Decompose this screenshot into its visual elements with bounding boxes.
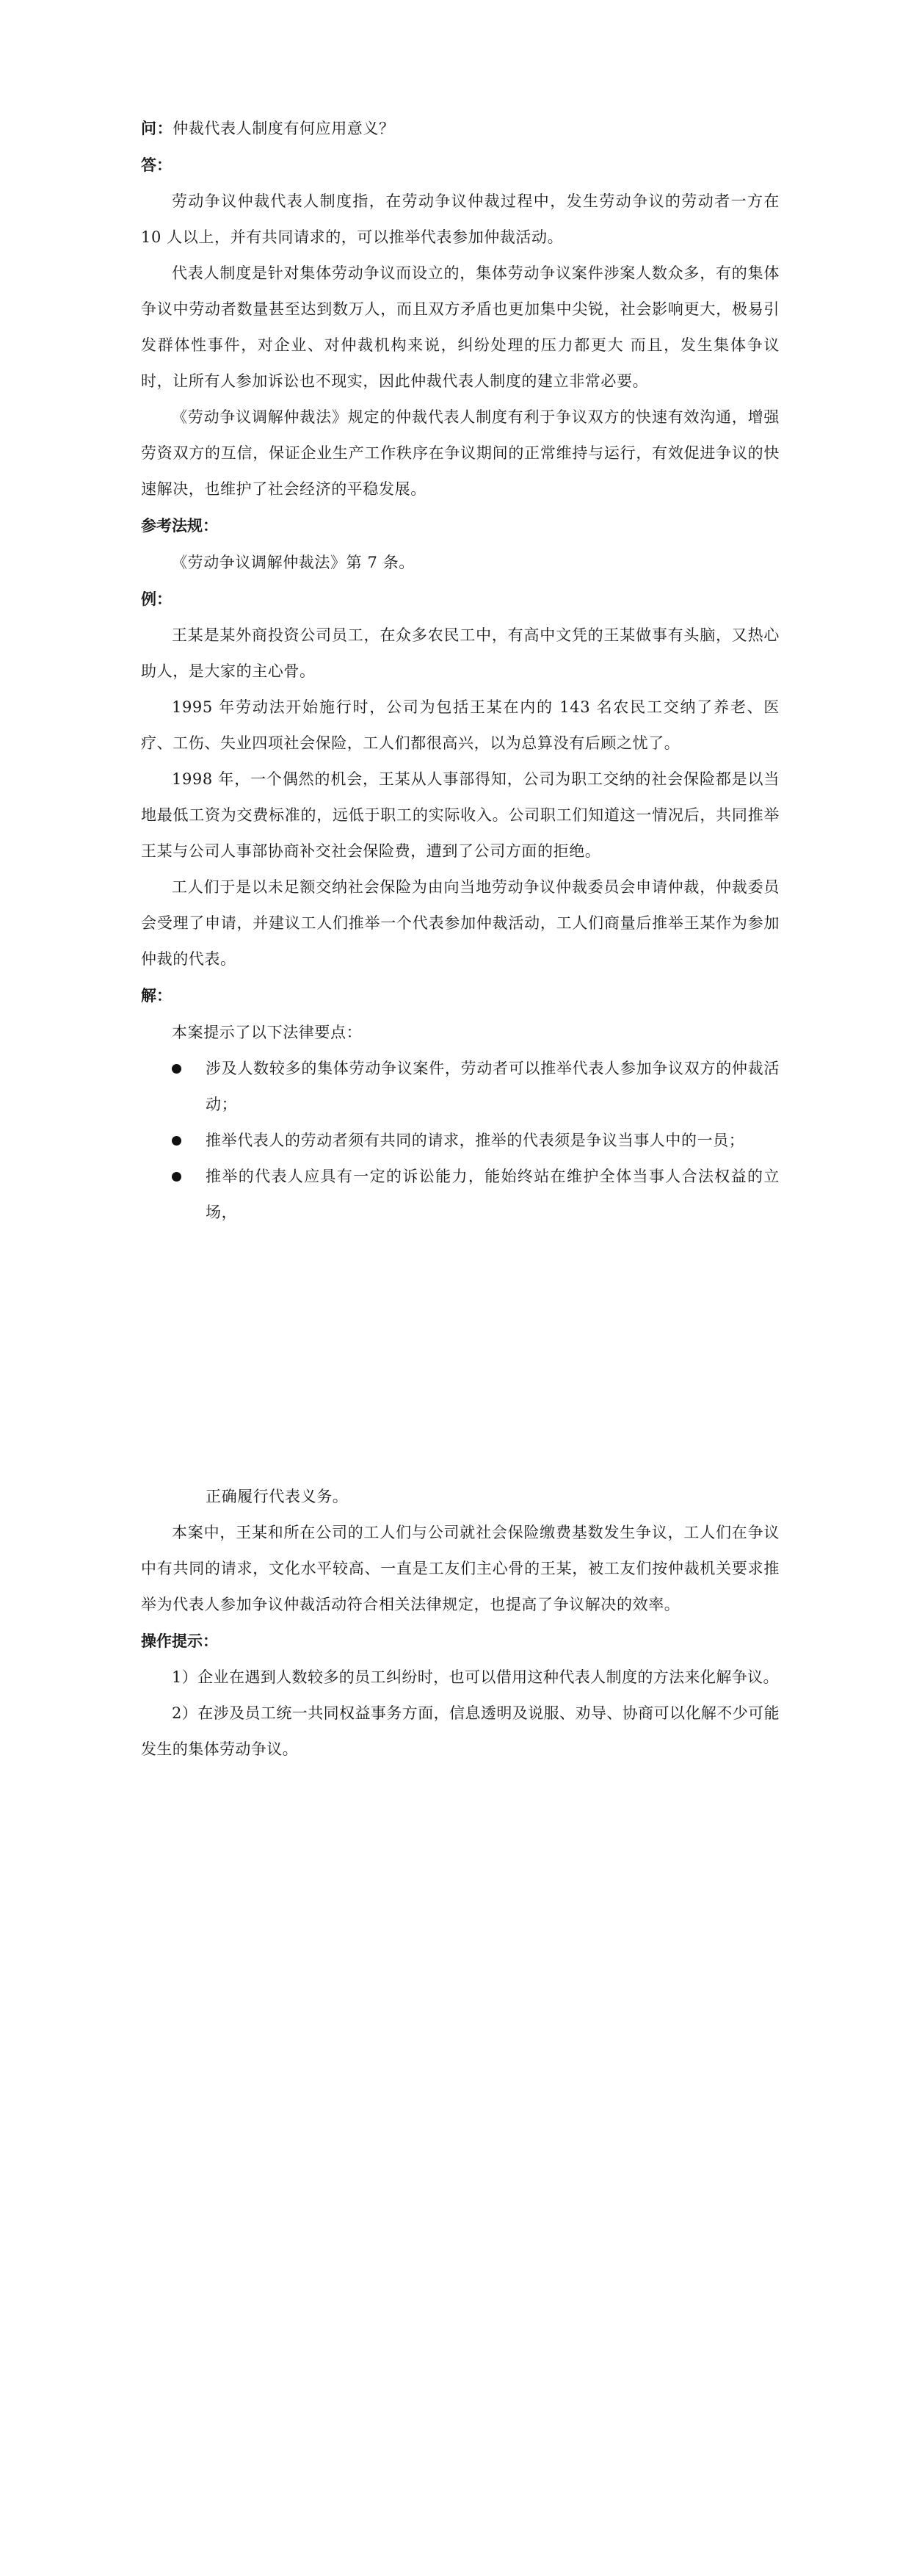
answer-heading: 答： [141, 156, 172, 174]
page-break-gap [141, 1231, 780, 1479]
bullet-text: 涉及人数较多的集体劳动争议案件，劳动者可以推举代表人参加争议双方的仲裁活动； [206, 1060, 780, 1113]
bullet-icon [172, 1064, 181, 1074]
answer-paragraph-2: 代表人制度是针对集体劳动争议而设立的，集体劳动争议案件涉案人数众多，有的集体争议中劳动者数量甚至达到数万人，而且双方矛盾也更加集中尖锐，社会影响更大，极易引发群体性事件，对企业、对仲裁机构来说，纠纷处理的压力都更大 而且，发生集体争议时，让所有人参加诉讼也不现实，因此仲裁代表人制度的建立非常必要。 [141, 264, 780, 390]
bullet-text: 推举的代表人应具有一定的诉讼能力，能始终站在维护全体当事人合法权益的立场， [206, 1168, 780, 1221]
example-paragraph-3: 1998 年，一个偶然的机会，王某从人事部得知，公司为职工交纳的社会保险都是以当地最低工资为交费标准的，远低于职工的实际收入。公司职工们知道这一情况后，共同推举王某与公司人事部协商补交社会保险费，遭到了公司方面的拒绝。 [141, 770, 780, 860]
bullet-text: 推举代表人的劳动者须有共同的请求，推举的代表须是争议当事人中的一员； [206, 1132, 745, 1149]
list-item [141, 1159, 780, 1231]
answer-paragraph-1: 劳动争议仲裁代表人制度指，在劳动争议仲裁过程中，发生劳动争议的劳动者一方在 10 人以上，并有共同请求的，可以推举代表参加仲裁活动。 [141, 192, 780, 246]
tips-heading: 操作提示： [141, 1632, 218, 1650]
example-paragraph-2: 1995 年劳动法开始施行时，公司为包括王某在内的 143 名农民工交纳了养老、医疗、工伤、失业四项社会保险，工人们都很高兴，以为总算没有后顾之忧了。 [141, 698, 780, 752]
bullet-icon [172, 1172, 181, 1182]
list-item [141, 1123, 780, 1159]
document-page [141, 110, 780, 1768]
bullet-icon [172, 1136, 181, 1146]
reference-heading: 参考法规： [141, 517, 218, 535]
example-heading: 例： [141, 590, 172, 608]
example-paragraph-4: 工人们于是以未足额交纳社会保险为由向当地劳动争议仲裁委员会申请仲裁，仲裁委员会受理了申请，并建议工人们推举一个代表参加仲裁活动，工人们商量后推举王某作为参加仲裁的代表。 [141, 878, 780, 968]
list-item [141, 1051, 780, 1123]
legal-points-list [141, 1051, 780, 1231]
solution-heading: 解： [141, 987, 172, 1005]
example-paragraph-1: 王某是某外商投资公司员工，在众多农民工中，有高中文凭的王某做事有头脑，又热心助人，是大家的主心骨。 [141, 626, 780, 680]
question-text: 仲裁代表人制度有何应用意义？ [173, 120, 395, 137]
question-label: 问： [141, 119, 173, 137]
answer-paragraph-3: 《劳动争议调解仲裁法》规定的仲裁代表人制度有利于争议双方的快速有效沟通，增强劳资双方的互信，保证企业生产工作秩序在争议期间的正常维持与运行，有效促进争议的快速解决，也维护了社会经济的平稳发展。 [141, 408, 780, 498]
tip-item-2: 2）在涉及员工统一共同权益事务方面，信息透明及说服、劝导、协商可以化解不少可能发生的集体劳动争议。 [141, 1704, 780, 1758]
question-line [141, 110, 780, 147]
solution-intro: 本案提示了以下法律要点： [172, 1024, 363, 1041]
reference-text: 《劳动争议调解仲裁法》第 7 条。 [172, 554, 415, 571]
bullet-continuation: 正确履行代表义务。 [206, 1488, 349, 1505]
tip-item-1: 1）企业在遇到人数较多的员工纠纷时，也可以借用这种代表人制度的方法来化解争议。 [172, 1668, 779, 1686]
solution-summary: 本案中，王某和所在公司的工人们与公司就社会保险缴费基数发生争议，工人们在争议中有共同的请求，文化水平较高、一直是工友们主心骨的王某，被工友们按仲裁机关要求推举为代表人参加争议仲裁活动符合相关法律规定，也提高了争议解决的效率。 [141, 1524, 780, 1613]
